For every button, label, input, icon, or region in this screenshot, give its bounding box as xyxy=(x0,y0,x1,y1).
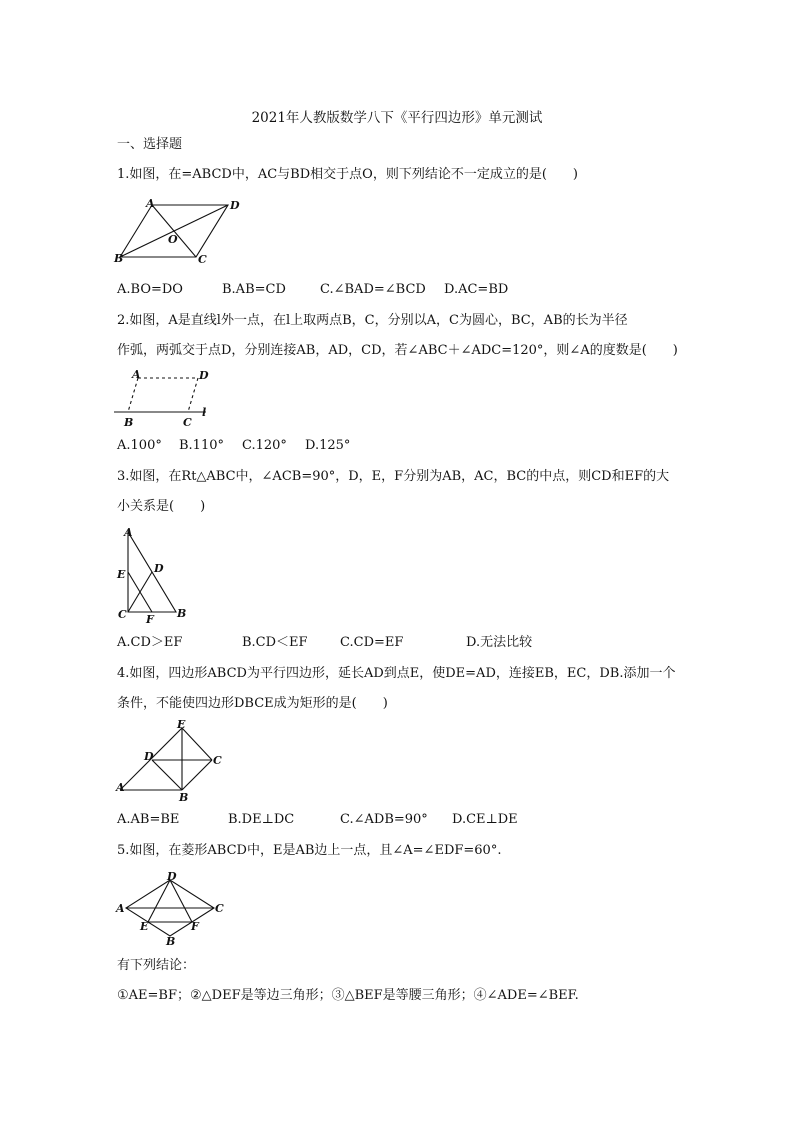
q5-label-d: D xyxy=(167,870,177,883)
q1-label-c: C xyxy=(198,253,207,266)
q1-label-o: O xyxy=(168,233,178,246)
q3-figure xyxy=(112,526,192,626)
q4-figure xyxy=(112,720,232,804)
q4-label-a: A xyxy=(116,781,125,794)
q3-label-d: D xyxy=(154,562,164,575)
q2-option-c: C.120° xyxy=(242,438,287,453)
q2-label-d: D xyxy=(199,369,209,382)
q4-label-e: E xyxy=(177,718,186,731)
q4-label-d: D xyxy=(144,750,154,763)
q1-label-a: A xyxy=(146,197,155,210)
q2-option-d: D.125° xyxy=(305,438,351,453)
q3-label-b: B xyxy=(177,607,187,620)
q3-option-b: B.CD＜EF xyxy=(242,635,308,650)
q1-option-d: D.AC=BD xyxy=(444,282,509,297)
q5-conclusion-heading: 有下列结论： xyxy=(117,958,196,973)
q1-option-a: A.BO=DO xyxy=(117,282,183,297)
q5-figure xyxy=(112,868,232,948)
q4-stem-line2: 条件，不能使四边形DBCE成为矩形的是( ) xyxy=(117,696,388,711)
q1-label-b: B xyxy=(114,252,124,265)
q4-label-c: C xyxy=(213,754,222,767)
q5-stem: 5.如图，在菱形ABCD中，E是AB边上一点，且∠A=∠EDF=60°. xyxy=(117,843,502,858)
q2-stem-line1: 2.如图，A是直线l外一点，在l上取两点B，C，分别以A，C为圆心，BC，AB的长为半径 xyxy=(117,313,628,328)
q1-figure xyxy=(110,195,250,267)
q3-option-c: C.CD=EF xyxy=(340,635,404,650)
q1-label-d: D xyxy=(230,199,240,212)
q3-label-f: F xyxy=(146,613,154,626)
q3-option-d: D.无法比较 xyxy=(466,635,533,650)
q5-conclusions: ①AE=BF；②△DEF是等边三角形；③△BEF是等腰三角形；④∠ADE=∠BEF. xyxy=(117,988,579,1003)
section-heading: 一、选择题 xyxy=(117,137,183,152)
q4-option-d: D.CE⊥DE xyxy=(452,812,518,827)
q4-label-b: B xyxy=(179,791,189,804)
q2-label-c: C xyxy=(183,416,192,429)
q3-stem-line2: 小关系是( ) xyxy=(117,499,206,514)
q4-option-a: A.AB=BE xyxy=(117,812,180,827)
q3-label-e: E xyxy=(117,568,126,581)
q5-label-e: E xyxy=(140,920,149,933)
q2-label-l: l xyxy=(202,406,207,419)
q5-label-f: F xyxy=(191,920,199,933)
q2-label-a: A xyxy=(132,368,141,381)
q2-option-a: A.100° xyxy=(117,438,162,453)
q2-stem-line2: 作弧，两弧交于点D，分别连接AB，AD，CD，若∠ABC＋∠ADC=120°，则∠A的度数是( ) xyxy=(117,343,678,358)
page-title: 2021年人教版数学八下《平行四边形》单元测试 xyxy=(251,110,543,126)
q2-figure xyxy=(110,366,220,432)
q3-label-a: A xyxy=(124,526,133,539)
q4-option-b: B.DE⊥DC xyxy=(228,812,295,827)
q3-stem-line1: 3.如图，在Rt△ABC中，∠ACB=90°，D，E，F分别为AB，AC，BC的中点，则CD和EF的大 xyxy=(117,469,670,484)
q4-option-c: C.∠ADB=90° xyxy=(340,812,428,827)
q5-label-c: C xyxy=(215,902,224,915)
q2-label-b: B xyxy=(124,416,134,429)
q4-stem-line1: 4.如图，四边形ABCD为平行四边形，延长AD到点E，使DE=AD，连接EB，EC，DB.添加一个 xyxy=(117,666,676,681)
q1-option-b: B.AB=CD xyxy=(222,282,286,297)
q5-label-b: B xyxy=(166,935,176,948)
q1-stem: 1.如图，在=ABCD中，AC与BD相交于点O，则下列结论不一定成立的是( ) xyxy=(117,167,578,182)
q5-label-a: A xyxy=(116,902,125,915)
q3-option-a: A.CD＞EF xyxy=(117,635,183,650)
q3-label-c: C xyxy=(118,608,127,621)
q1-option-c: C.∠BAD=∠BCD xyxy=(320,282,426,297)
q2-option-b: B.110° xyxy=(179,438,224,453)
